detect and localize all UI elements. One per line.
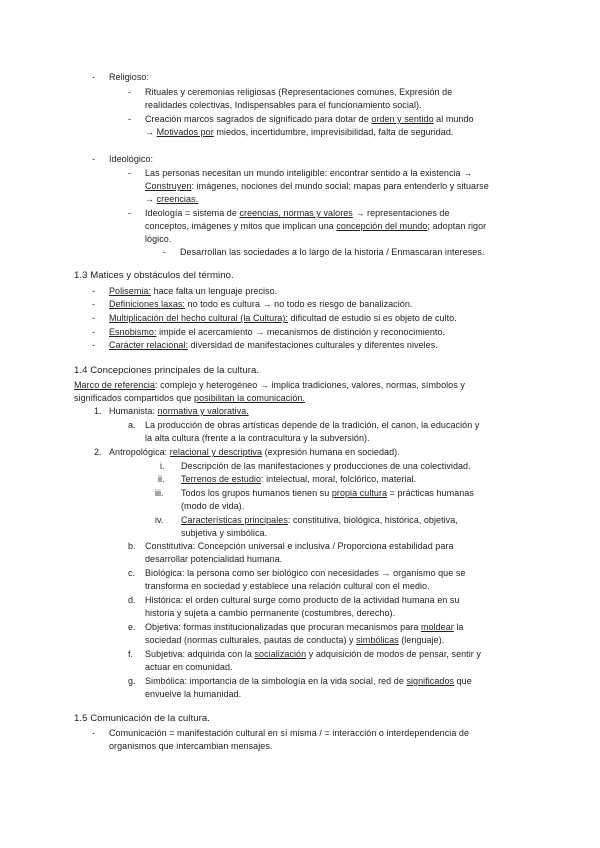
bullet-dash: -	[163, 247, 166, 257]
list-number: 1.	[94, 406, 102, 416]
s14-antropologica: Antropológica: relacional y descriptiva (expresión humana en sociedad).	[109, 447, 400, 457]
religioso-item-1-line-1: Rituales y ceremonias religiosas (Representaciones comunes, Expresión de	[145, 87, 453, 97]
bullet-dash: -	[92, 340, 95, 350]
s14-b-line-2: desarrollar potencialidad humana.	[145, 554, 283, 564]
s14-f-line-2: actuar en comunidad.	[145, 662, 233, 672]
bullet-dash: -	[128, 168, 131, 178]
bullet-dash: -	[128, 208, 131, 218]
s13-item-definiciones: Definiciones laxas: no todo es cultura → no todo es riesgo de banalización.	[109, 299, 413, 309]
list-roman: iv.	[155, 515, 164, 525]
list-number: 2.	[94, 447, 102, 457]
section-1-4-heading: 1.4 Concepciones principales de la cultura.	[74, 365, 260, 376]
religioso-item-2-line-2: → Motivados por miedos, incertidumbre, imprevisibilidad, falta de seguridad.	[145, 127, 454, 137]
s14-g-line-2: envuelve la humanidad.	[145, 689, 242, 699]
bullet-dash: -	[92, 286, 95, 296]
s14-roman-iv-line-1: Características principales: constitutiva, biológica, histórica, objetiva,	[181, 515, 458, 525]
list-letter: b.	[128, 541, 136, 551]
bullet-dash: -	[92, 154, 95, 164]
s14-roman-ii: Terrenos de estudio: intelectual, moral, folclórico, material.	[181, 474, 417, 484]
list-roman: iii.	[155, 488, 164, 498]
ideologico-subitem: Desarrollan las sociedades a lo largo de la historia / Enmascaran intereses.	[180, 247, 485, 257]
ideologico-title: Ideológico:	[109, 154, 154, 164]
list-letter: g.	[128, 676, 136, 686]
s13-item-polisemia: Polisemia: hace falta un lenguaje preciso.	[109, 286, 278, 296]
s14-d-line-2: historia y sujeta a cambio permanente (costumbres, derecho).	[145, 608, 396, 618]
s15-line-2: organismos que intercambian mensajes.	[109, 741, 273, 751]
religioso-title: Religioso:	[109, 72, 150, 82]
s14-c-line-1: Biológica: la persona como ser biológico con necesidades → organismo que se	[145, 568, 466, 578]
list-letter: c.	[128, 568, 136, 578]
list-roman: i.	[160, 461, 165, 471]
s13-item-relacional: Carácter relacional: diversidad de manifestaciones culturales y diferentes niveles.	[109, 340, 438, 350]
ideologico-item-1-line-1: Las personas necesitan un mundo inteligible: encontrar sentido a la existencia →	[145, 168, 473, 178]
s13-item-esnobismo: Esnobismo: impide el acercamiento → mecanismos de distinción y reconocimiento.	[109, 327, 446, 337]
s14-humanista-a-line-1: La producción de obras artísticas depende de la tradición, el canon, la educación y	[145, 420, 480, 430]
s13-item-multiplicacion: Multiplicación del hecho cultural (la Cultura): dificultad de estudio si es objeto de culto.	[109, 313, 457, 323]
list-letter: e.	[128, 622, 136, 632]
list-letter: d.	[128, 595, 136, 605]
section-1-5-heading: 1.5 Comunicación de la cultura.	[74, 713, 210, 724]
ideologico-item-2-line-2: conceptos, imágenes y mitos que implican una concepción del mundo; adoptan rigor	[145, 221, 487, 231]
bullet-dash: -	[92, 313, 95, 323]
s14-intro-line-1: Marco de referencia: complejo y heterogéneo → implica tradiciones, valores, normas, símbolos y	[74, 380, 465, 390]
bullet-dash: -	[128, 87, 131, 97]
bullet-dash: -	[92, 299, 95, 309]
s14-f-line-1: Subjetiva: adquirida con la socialización y adquisición de modos de pensar, sentir y	[145, 649, 481, 659]
s14-humanista-a-line-2: la alta cultura (frente a la contracultura y la subversión).	[145, 433, 370, 443]
s14-humanista: Humanista: normativa y valorativa.	[109, 406, 249, 416]
s14-c-line-2: transforma en sociedad y establece una relación cultural con el medio.	[145, 581, 430, 591]
ideologico-item-2-line-3: lógico.	[145, 234, 172, 244]
bullet-dash: -	[92, 728, 95, 738]
list-letter: f.	[128, 649, 134, 659]
list-roman: ii.	[158, 474, 165, 484]
bullet-dash: -	[92, 327, 95, 337]
bullet-dash: -	[128, 114, 131, 124]
list-letter: a.	[128, 420, 136, 430]
s14-roman-iii-line-2: (modo de vida).	[181, 501, 245, 511]
ideologico-item-1-line-3: → creencias.	[145, 194, 199, 204]
s14-roman-i: Descripción de las manifestaciones y producciones de una colectividad.	[181, 461, 471, 471]
s14-roman-iii-line-1: Todos los grupos humanos tienen su propia cultura = prácticas humanas	[181, 488, 474, 498]
religioso-item-1-line-2: realidades colectivas, Indispensables para el funcionamiento social).	[145, 100, 422, 110]
s14-intro-line-2: significados compartidos que posibilitan la comunicación.	[74, 393, 305, 403]
s14-d-line-1: Histórica: el orden cultural surge como producto de la actividad humana en su	[145, 595, 460, 605]
section-1-3-heading: 1.3 Matices y obstáculos del término.	[74, 270, 234, 281]
s14-roman-iv-line-2: subjetiva y simbólica.	[181, 528, 268, 538]
ideologico-item-1-line-2: Construyen: imágenes, nociones del mundo social; mapas para entenderlo y situarse	[145, 181, 489, 191]
s15-line-1: Comunicación = manifestación cultural en sí misma / = interacción o interdependencia de	[109, 728, 470, 738]
s14-e-line-2: sociedad (normas culturales, pautas de conducta) y simbólicas (lenguaje).	[145, 635, 445, 645]
s14-b-line-1: Constitutiva: Concepción universal e inclusiva / Proporciona estabilidad para	[145, 541, 454, 551]
religioso-item-2-line-1: Creación marcos sagrados de significado para dotar de orden y sentido al mundo	[145, 114, 474, 124]
ideologico-item-2-line-1: Ideología = sistema de creencias, normas y valores → representaciones de	[145, 208, 450, 218]
bullet-dash: -	[92, 72, 95, 82]
s14-g-line-1: Simbólica: importancia de la simbología en la vida social, red de significados que	[145, 676, 472, 686]
s14-e-line-1: Objetiva: formas institucionalizadas que procuran mecanismos para moldear la	[145, 622, 464, 632]
